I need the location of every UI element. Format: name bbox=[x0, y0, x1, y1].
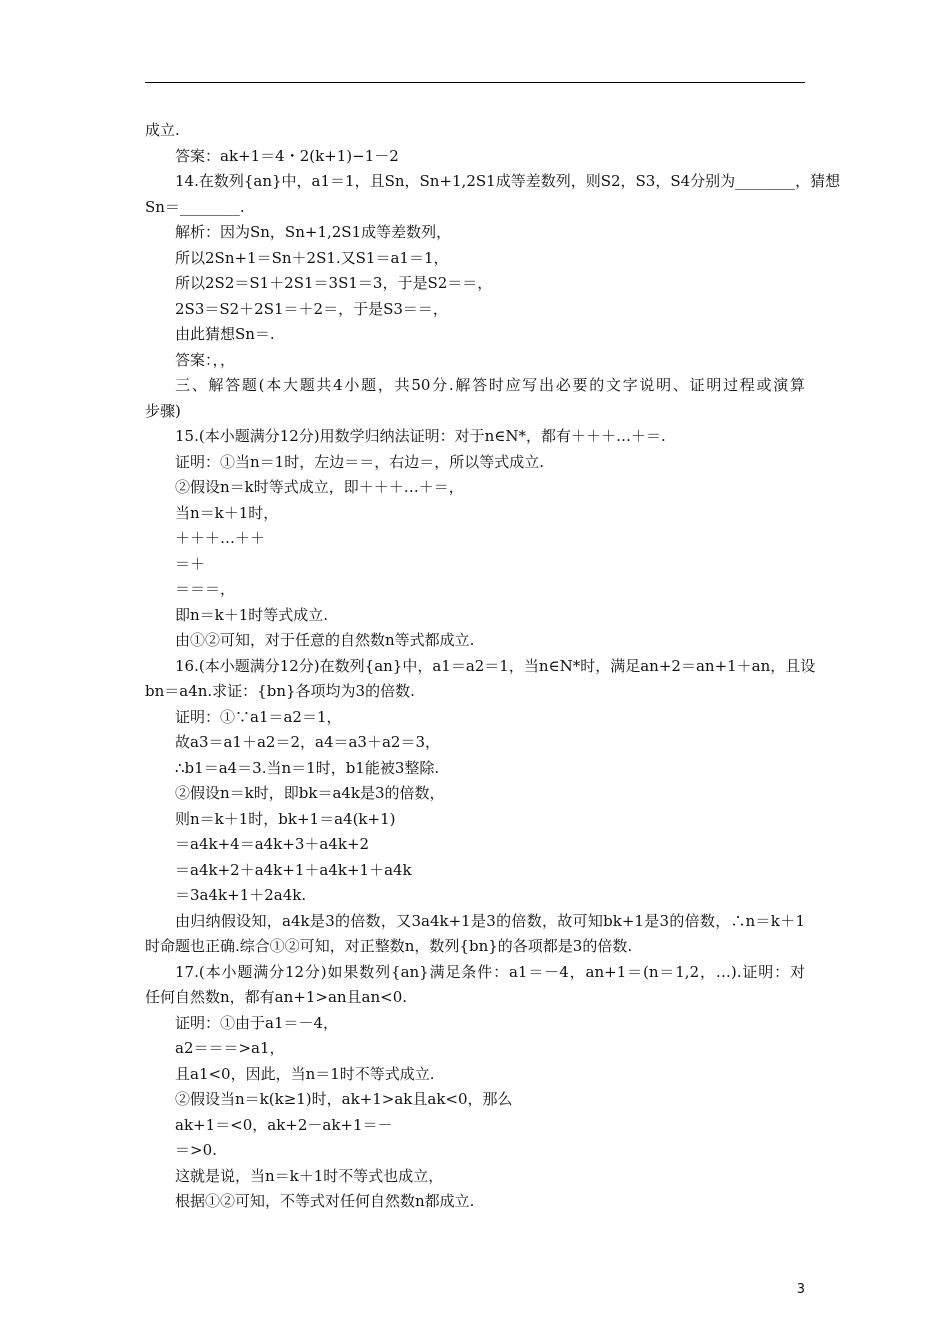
text-line: 2S3＝S2＋2S1＝＋2＝，于是S3＝＝， bbox=[175, 299, 448, 318]
text-line: 步骤) bbox=[145, 401, 181, 420]
text-line: 证明：①由于a1＝－4， bbox=[175, 1013, 339, 1032]
text-line: ＝>0. bbox=[175, 1141, 217, 1159]
text-line: 任何自然数n，都有an+1>an且an<0. bbox=[145, 988, 408, 1006]
text-line: 成立. bbox=[145, 121, 180, 139]
text-line: ②假设n＝k时，即bk＝a4k是3的倍数， bbox=[175, 784, 445, 802]
text-line: 三、解答题(本大题共4小题，共50分.解答时应写出必要的文字说明、证明过程或演算 bbox=[175, 376, 805, 394]
text-line: 时命题也正确.综合①②可知，对正整数n，数列{bn}的各项都是3的倍数. bbox=[145, 937, 633, 955]
text-line: 所以2Sn+1＝Sn＋2S1.又S1＝a1＝1， bbox=[175, 248, 449, 267]
text-line: a2＝＝＝>a1， bbox=[175, 1039, 285, 1057]
text-line: 16.(本小题满分12分)在数列{an}中，a1＝a2＝1，当n∈N*时，满足an+2＝an+1＋an，且设 bbox=[175, 656, 816, 675]
text-line: 解析：因为Sn，Sn+1,2S1成等差数列， bbox=[175, 223, 452, 241]
text-line: ＋＋＋…＋＋ bbox=[175, 529, 266, 547]
text-line: ②假设n＝k时等式成立，即＋＋＋…＋＝， bbox=[175, 478, 464, 496]
text-line: 15.(本小题满分12分)用数学归纳法证明：对于n∈N*，都有＋＋＋…＋＝. bbox=[175, 427, 666, 445]
text-line: 根据①②可知，不等式对任何自然数n都成立. bbox=[175, 1192, 475, 1210]
text-line: 由归纳假设知，a4k是3的倍数，又3a4k+1是3的倍数，故可知bk+1是3的倍数，∴n＝k＋1 bbox=[175, 911, 805, 930]
text-line: 证明：①∵a1＝a2＝1， bbox=[175, 707, 342, 726]
text-line: ＝＝＝， bbox=[175, 580, 236, 598]
text-line: 所以2S2＝S1＋2S1＝3S1＝3，于是S2＝＝， bbox=[175, 274, 493, 292]
text-line: 答案：ak+1＝4・2(k+1)−1－2 bbox=[175, 146, 399, 165]
text-line: 当n＝k＋1时， bbox=[175, 503, 279, 522]
page-number: 3 bbox=[796, 1282, 805, 1297]
text-line: 则n＝k＋1时，bk+1＝a4(k+1) bbox=[175, 809, 396, 828]
text-line: 这就是说，当n＝k＋1时不等式也成立， bbox=[175, 1166, 444, 1185]
header-rule bbox=[145, 82, 805, 83]
body-text bbox=[145, 118, 841, 1215]
text-line: Sn＝________. bbox=[145, 197, 245, 216]
text-line: 证明：①当n＝1时，左边＝＝，右边＝，所以等式成立. bbox=[175, 452, 544, 471]
text-line: 且a1<0，因此，当n＝1时不等式成立. bbox=[175, 1064, 435, 1083]
text-line: ＝＋ bbox=[175, 554, 206, 573]
text-line: ∴b1＝a4＝3.当n＝1时，b1能被3整除. bbox=[175, 758, 440, 777]
text-line: ＝a4k+4＝a4k+3＋a4k+2 bbox=[175, 835, 370, 853]
text-line: ＝3a4k+1＋2a4k. bbox=[175, 886, 307, 904]
text-line: 17.(本小题满分12分)如果数列{an}满足条件：a1＝－4，an+1＝(n＝1,2，…).证明：对 bbox=[175, 962, 805, 981]
text-line: ak+1＝<0，ak+2－ak+1＝－ bbox=[175, 1115, 393, 1134]
text-line: 即n＝k＋1时等式成立. bbox=[175, 605, 329, 624]
text-line: 故a3＝a1＋a2＝2，a4＝a3＋a2＝3， bbox=[175, 733, 441, 751]
text-line: 由①②可知，对于任意的自然数n等式都成立. bbox=[175, 631, 475, 649]
text-line: 14.在数列{an}中，a1＝1，且Sn，Sn+1,2S1成等差数列，则S2，S3，S4分别为________，猜想 bbox=[175, 172, 841, 190]
text-line: ＝a4k+2＋a4k+1＋a4k+1＋a4k bbox=[175, 860, 412, 879]
text-line: 答案：，， bbox=[175, 350, 236, 369]
text-line: ②假设当n＝k(k≥1)时，ak+1>ak且ak<0，那么 bbox=[175, 1090, 513, 1108]
text-line: 由此猜想Sn＝. bbox=[175, 325, 275, 343]
text-line: bn＝a4n.求证：{bn}各项均为3的倍数. bbox=[145, 682, 415, 700]
